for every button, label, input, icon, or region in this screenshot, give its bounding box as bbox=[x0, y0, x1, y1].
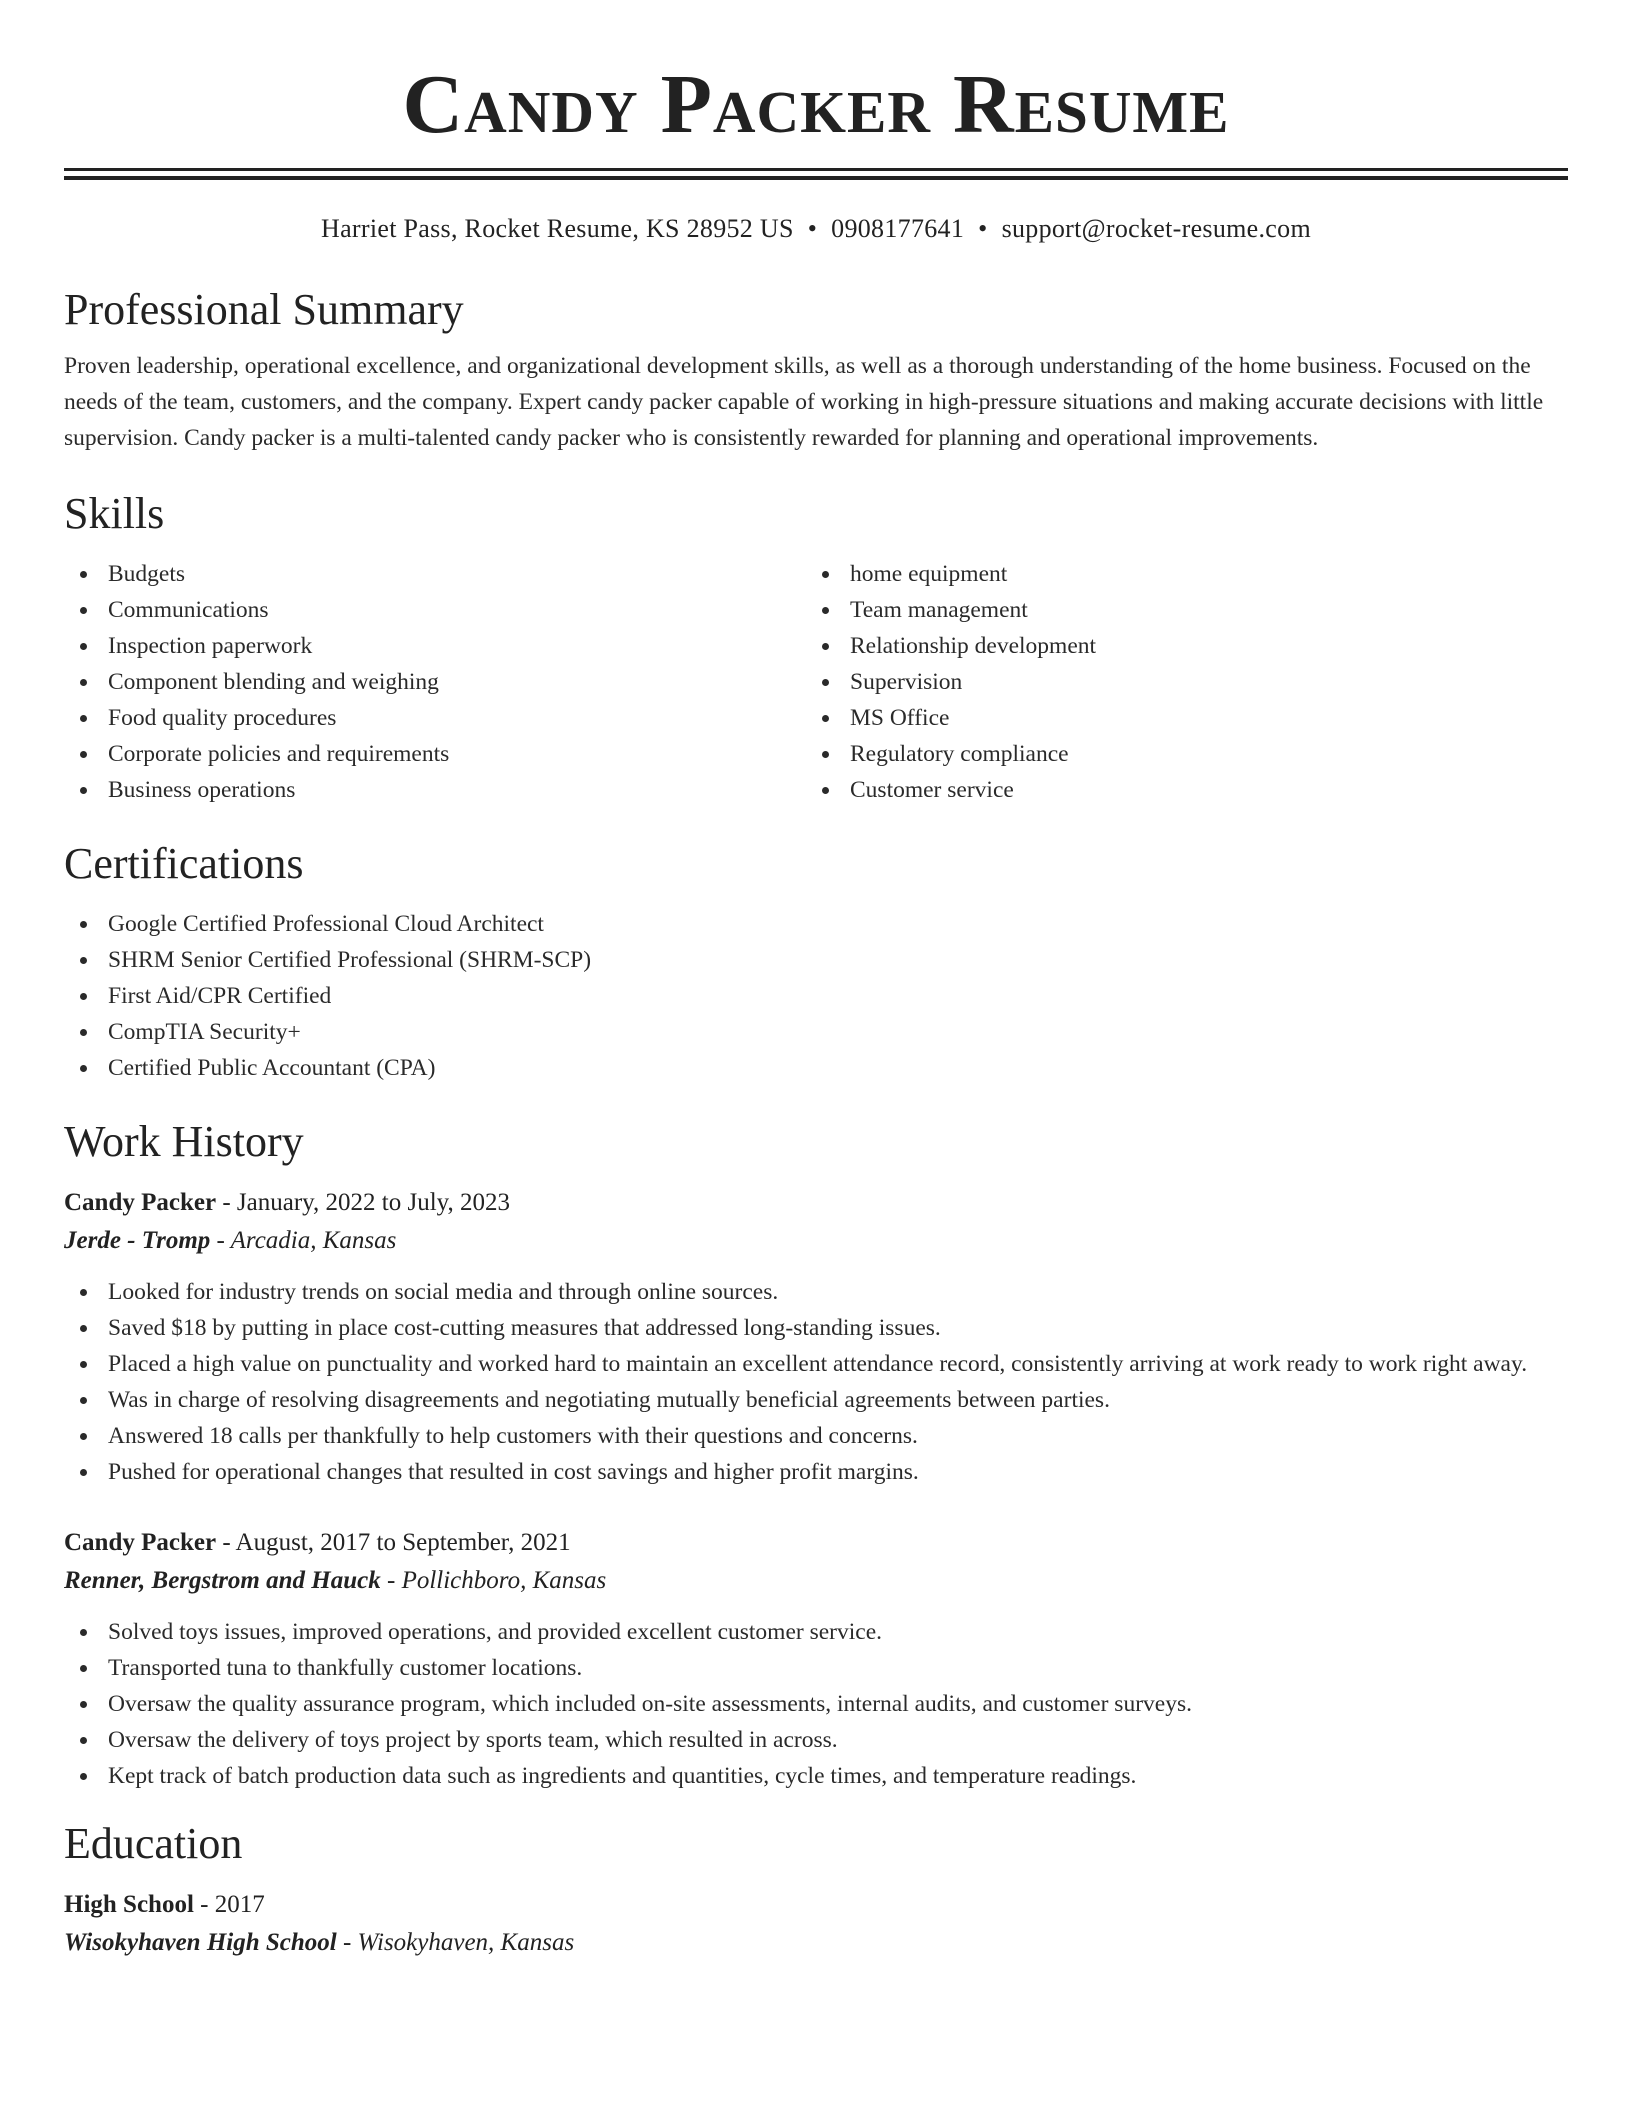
education-degree: High School bbox=[64, 1891, 194, 1918]
skills-column-right bbox=[806, 556, 1548, 808]
skill-item: Regulatory compliance bbox=[806, 736, 1548, 772]
skill-item: Customer service bbox=[806, 772, 1548, 808]
section-title-summary: Professional Summary bbox=[64, 285, 464, 334]
job-bullet: Placed a high value on punctuality and worked hard to maintain an excellent attendance record, consistently arriving at work ready to work right away. bbox=[64, 1346, 1568, 1382]
job-company: Jerde - Tromp bbox=[64, 1227, 211, 1254]
resume-title: Candy Packer Resume bbox=[402, 58, 1230, 151]
job-location: Pollichboro, Kansas bbox=[401, 1567, 607, 1594]
contact-address: Harriet Pass, Rocket Resume, KS 28952 US bbox=[321, 214, 794, 243]
job-bullet: Answered 18 calls per thankfully to help customers with their questions and concerns. bbox=[64, 1418, 1568, 1454]
job-bullets bbox=[64, 1274, 1568, 1490]
job-bullet: Transported tuna to thankfully customer locations. bbox=[64, 1650, 1568, 1686]
certification-item: Google Certified Professional Cloud Architect bbox=[64, 906, 1568, 942]
skill-item: Component blending and weighing bbox=[64, 664, 806, 700]
job-dates: January, 2022 to July, 2023 bbox=[236, 1189, 511, 1216]
job-company-line: Jerde - Tromp - Arcadia, Kansas bbox=[64, 1227, 397, 1254]
contact-separator: • bbox=[807, 214, 818, 243]
skill-item: Food quality procedures bbox=[64, 700, 806, 736]
job-dates: August, 2017 to September, 2021 bbox=[235, 1529, 571, 1556]
education-school-line: Wisokyhaven High School - Wisokyhaven, Kansas bbox=[64, 1929, 575, 1956]
skill-item: Business operations bbox=[64, 772, 806, 808]
section-title-education: Education bbox=[64, 1819, 243, 1868]
job-role: Candy Packer bbox=[64, 1529, 217, 1556]
job-bullet: Kept track of batch production data such as ingredients and quantities, cycle times, and temperature readings. bbox=[64, 1758, 1568, 1794]
job-role: Candy Packer bbox=[64, 1189, 217, 1216]
certification-item: CompTIA Security+ bbox=[64, 1014, 1568, 1050]
job-heading: Candy Packer - January, 2022 to July, 2023 bbox=[64, 1189, 511, 1216]
skill-item: Budgets bbox=[64, 556, 806, 592]
certification-item: First Aid/CPR Certified bbox=[64, 978, 1568, 1014]
summary-text: Proven leadership, operational excellence, and organizational development skills, as well as a thorough understanding of the home business. Focused on the needs of the team, customers, and the company. Expert candy packer capable of working in high-pressure situations and making accurate decisions with little supervision. Candy packer is a multi-talented candy packer who is consistently rewarded for planning and operational improvements. bbox=[64, 353, 1544, 451]
certifications-list bbox=[64, 906, 1568, 1086]
job-entry bbox=[64, 1524, 1568, 1794]
job-bullet: Was in charge of resolving disagreements and negotiating mutually beneficial agreements between parties. bbox=[64, 1382, 1568, 1418]
job-bullet: Saved $18 by putting in place cost-cutting measures that addressed long-standing issues. bbox=[64, 1310, 1568, 1346]
skill-item: home equipment bbox=[806, 556, 1548, 592]
education-location: Wisokyhaven, Kansas bbox=[357, 1929, 575, 1956]
job-company-line: Renner, Bergstrom and Hauck - Pollichboro, Kansas bbox=[64, 1567, 607, 1594]
title-divider bbox=[64, 168, 1568, 180]
job-bullet: Oversaw the delivery of toys project by sports team, which resulted in across. bbox=[64, 1722, 1568, 1758]
certification-item: SHRM Senior Certified Professional (SHRM-SCP) bbox=[64, 942, 1568, 978]
job-heading: Candy Packer - August, 2017 to September, 2021 bbox=[64, 1529, 571, 1556]
job-bullet: Oversaw the quality assurance program, which included on-site assessments, internal audits, and customer surveys. bbox=[64, 1686, 1568, 1722]
contact-phone: 0908177641 bbox=[831, 214, 965, 243]
section-title-certifications: Certifications bbox=[64, 839, 304, 888]
skill-item: Team management bbox=[806, 592, 1548, 628]
job-entry bbox=[64, 1184, 1568, 1490]
skills-column-left bbox=[64, 556, 806, 808]
education-year: 2017 bbox=[214, 1891, 265, 1918]
contact-line bbox=[64, 212, 1568, 246]
contact-email: support@rocket-resume.com bbox=[1001, 214, 1311, 243]
resume-page bbox=[64, 0, 1568, 1962]
skill-item: Communications bbox=[64, 592, 806, 628]
skill-item: Relationship development bbox=[806, 628, 1548, 664]
education-school: Wisokyhaven High School bbox=[64, 1929, 337, 1956]
skills-list bbox=[64, 556, 1568, 808]
education-heading: High School - 2017 bbox=[64, 1891, 265, 1918]
contact-separator: • bbox=[978, 214, 988, 243]
certification-item: Certified Public Accountant (CPA) bbox=[64, 1050, 1568, 1086]
job-location: Arcadia, Kansas bbox=[230, 1227, 397, 1254]
section-title-skills: Skills bbox=[64, 489, 165, 538]
skill-item: Supervision bbox=[806, 664, 1548, 700]
job-bullet: Pushed for operational changes that resulted in cost savings and higher profit margins. bbox=[64, 1454, 1568, 1490]
skill-item: MS Office bbox=[806, 700, 1548, 736]
section-title-work-history: Work History bbox=[64, 1117, 304, 1166]
job-bullet: Looked for industry trends on social media and through online sources. bbox=[64, 1274, 1568, 1310]
skill-item: Corporate policies and requirements bbox=[64, 736, 806, 772]
job-bullet: Solved toys issues, improved operations, and provided excellent customer service. bbox=[64, 1614, 1568, 1650]
skill-item: Inspection paperwork bbox=[64, 628, 806, 664]
job-bullets bbox=[64, 1614, 1568, 1794]
job-company: Renner, Bergstrom and Hauck bbox=[64, 1567, 381, 1594]
